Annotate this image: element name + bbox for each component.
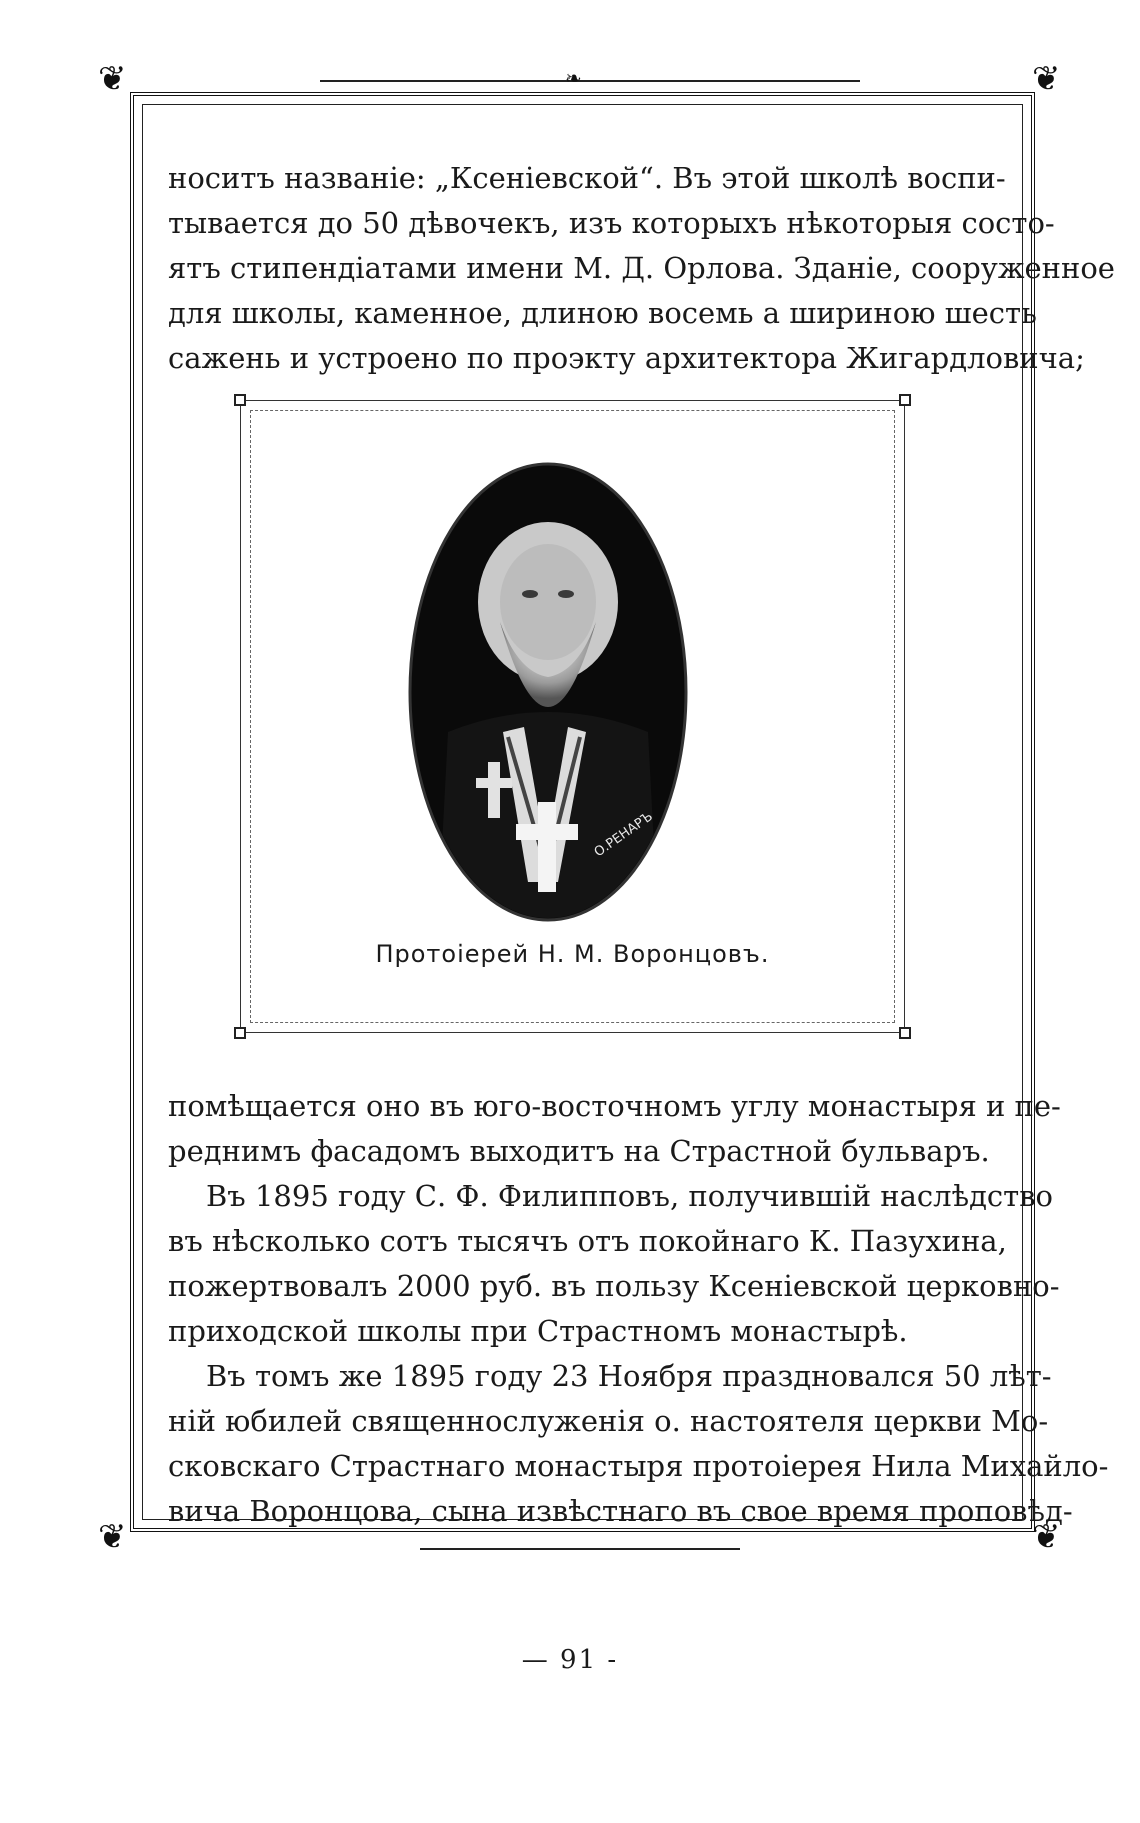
plate-corner-icon [234, 1027, 246, 1039]
corner-ornament-bottom-left: ❦ [98, 1517, 127, 1557]
text-line: сажень и устроено по проэкту архитектора Жигардловича; [168, 341, 1085, 375]
text-line: тывается до 50 дѣвочекъ, изъ которыхъ нѣкоторыя состо- [168, 206, 1055, 240]
page-number: — 91 - [521, 1645, 619, 1675]
figure-caption: Протоіерей Н. М. Воронцовъ. [375, 940, 770, 968]
text-line: носитъ названіе: „Ксеніевской“. Въ этой школѣ воспи- [168, 161, 1006, 195]
text-line: помѣщается оно въ юго-восточномъ углу монастыря и пе- [168, 1089, 1061, 1123]
corner-ornament-top-right: ❦ [1032, 59, 1061, 99]
photographer-signature: О.РЕНАРЪ [591, 809, 656, 861]
bottom-ornament-rule [420, 1548, 740, 1550]
bottom-paragraphs [168, 1084, 1109, 1534]
text-line: ній юбилей священнослуженія о. настоятеля церкви Мо- [168, 1404, 1049, 1438]
text-line: пожертвовалъ 2000 руб. въ пользу Ксеніевской церковно- [168, 1269, 1060, 1303]
plate-corner-icon [899, 1027, 911, 1039]
corner-ornament-bottom-right: ❦ [1032, 1517, 1061, 1557]
text-line: Въ 1895 году С. Ф. Филипповъ, получившій наслѣдство [206, 1179, 1053, 1213]
text-line: Въ томъ же 1895 году 23 Ноября праздновался 50 лѣт- [206, 1359, 1052, 1393]
top-center-ornament: ❧ [565, 66, 582, 90]
text-line: вича Воронцова, сына извѣстнаго въ свое время проповѣд- [168, 1494, 1073, 1528]
text-line: въ нѣсколько сотъ тысячъ отъ покойнаго К. Пазухина, [168, 1224, 1007, 1258]
text-line: реднимъ фасадомъ выходитъ на Страстной бульваръ. [168, 1134, 990, 1168]
text-line: для школы, каменное, длиною восемь а шириною шесть [168, 296, 1037, 330]
face-shape [500, 544, 596, 660]
top-paragraph [168, 156, 1115, 381]
plate-corner-icon [899, 394, 911, 406]
top-ornament-rule [320, 80, 860, 82]
corner-ornament-top-left: ❦ [98, 59, 127, 99]
plate-corner-icon [234, 394, 246, 406]
text-line: ятъ стипендіатами имени М. Д. Орлова. Зданіе, сооруженное [168, 251, 1115, 285]
portrait-plate [240, 400, 905, 1033]
portrait-photo [408, 462, 688, 922]
text-line: сковскаго Страстнаго монастыря протоіерея Нила Михайло- [168, 1449, 1109, 1483]
text-line: приходской школы при Страстномъ монастырѣ. [168, 1314, 908, 1348]
